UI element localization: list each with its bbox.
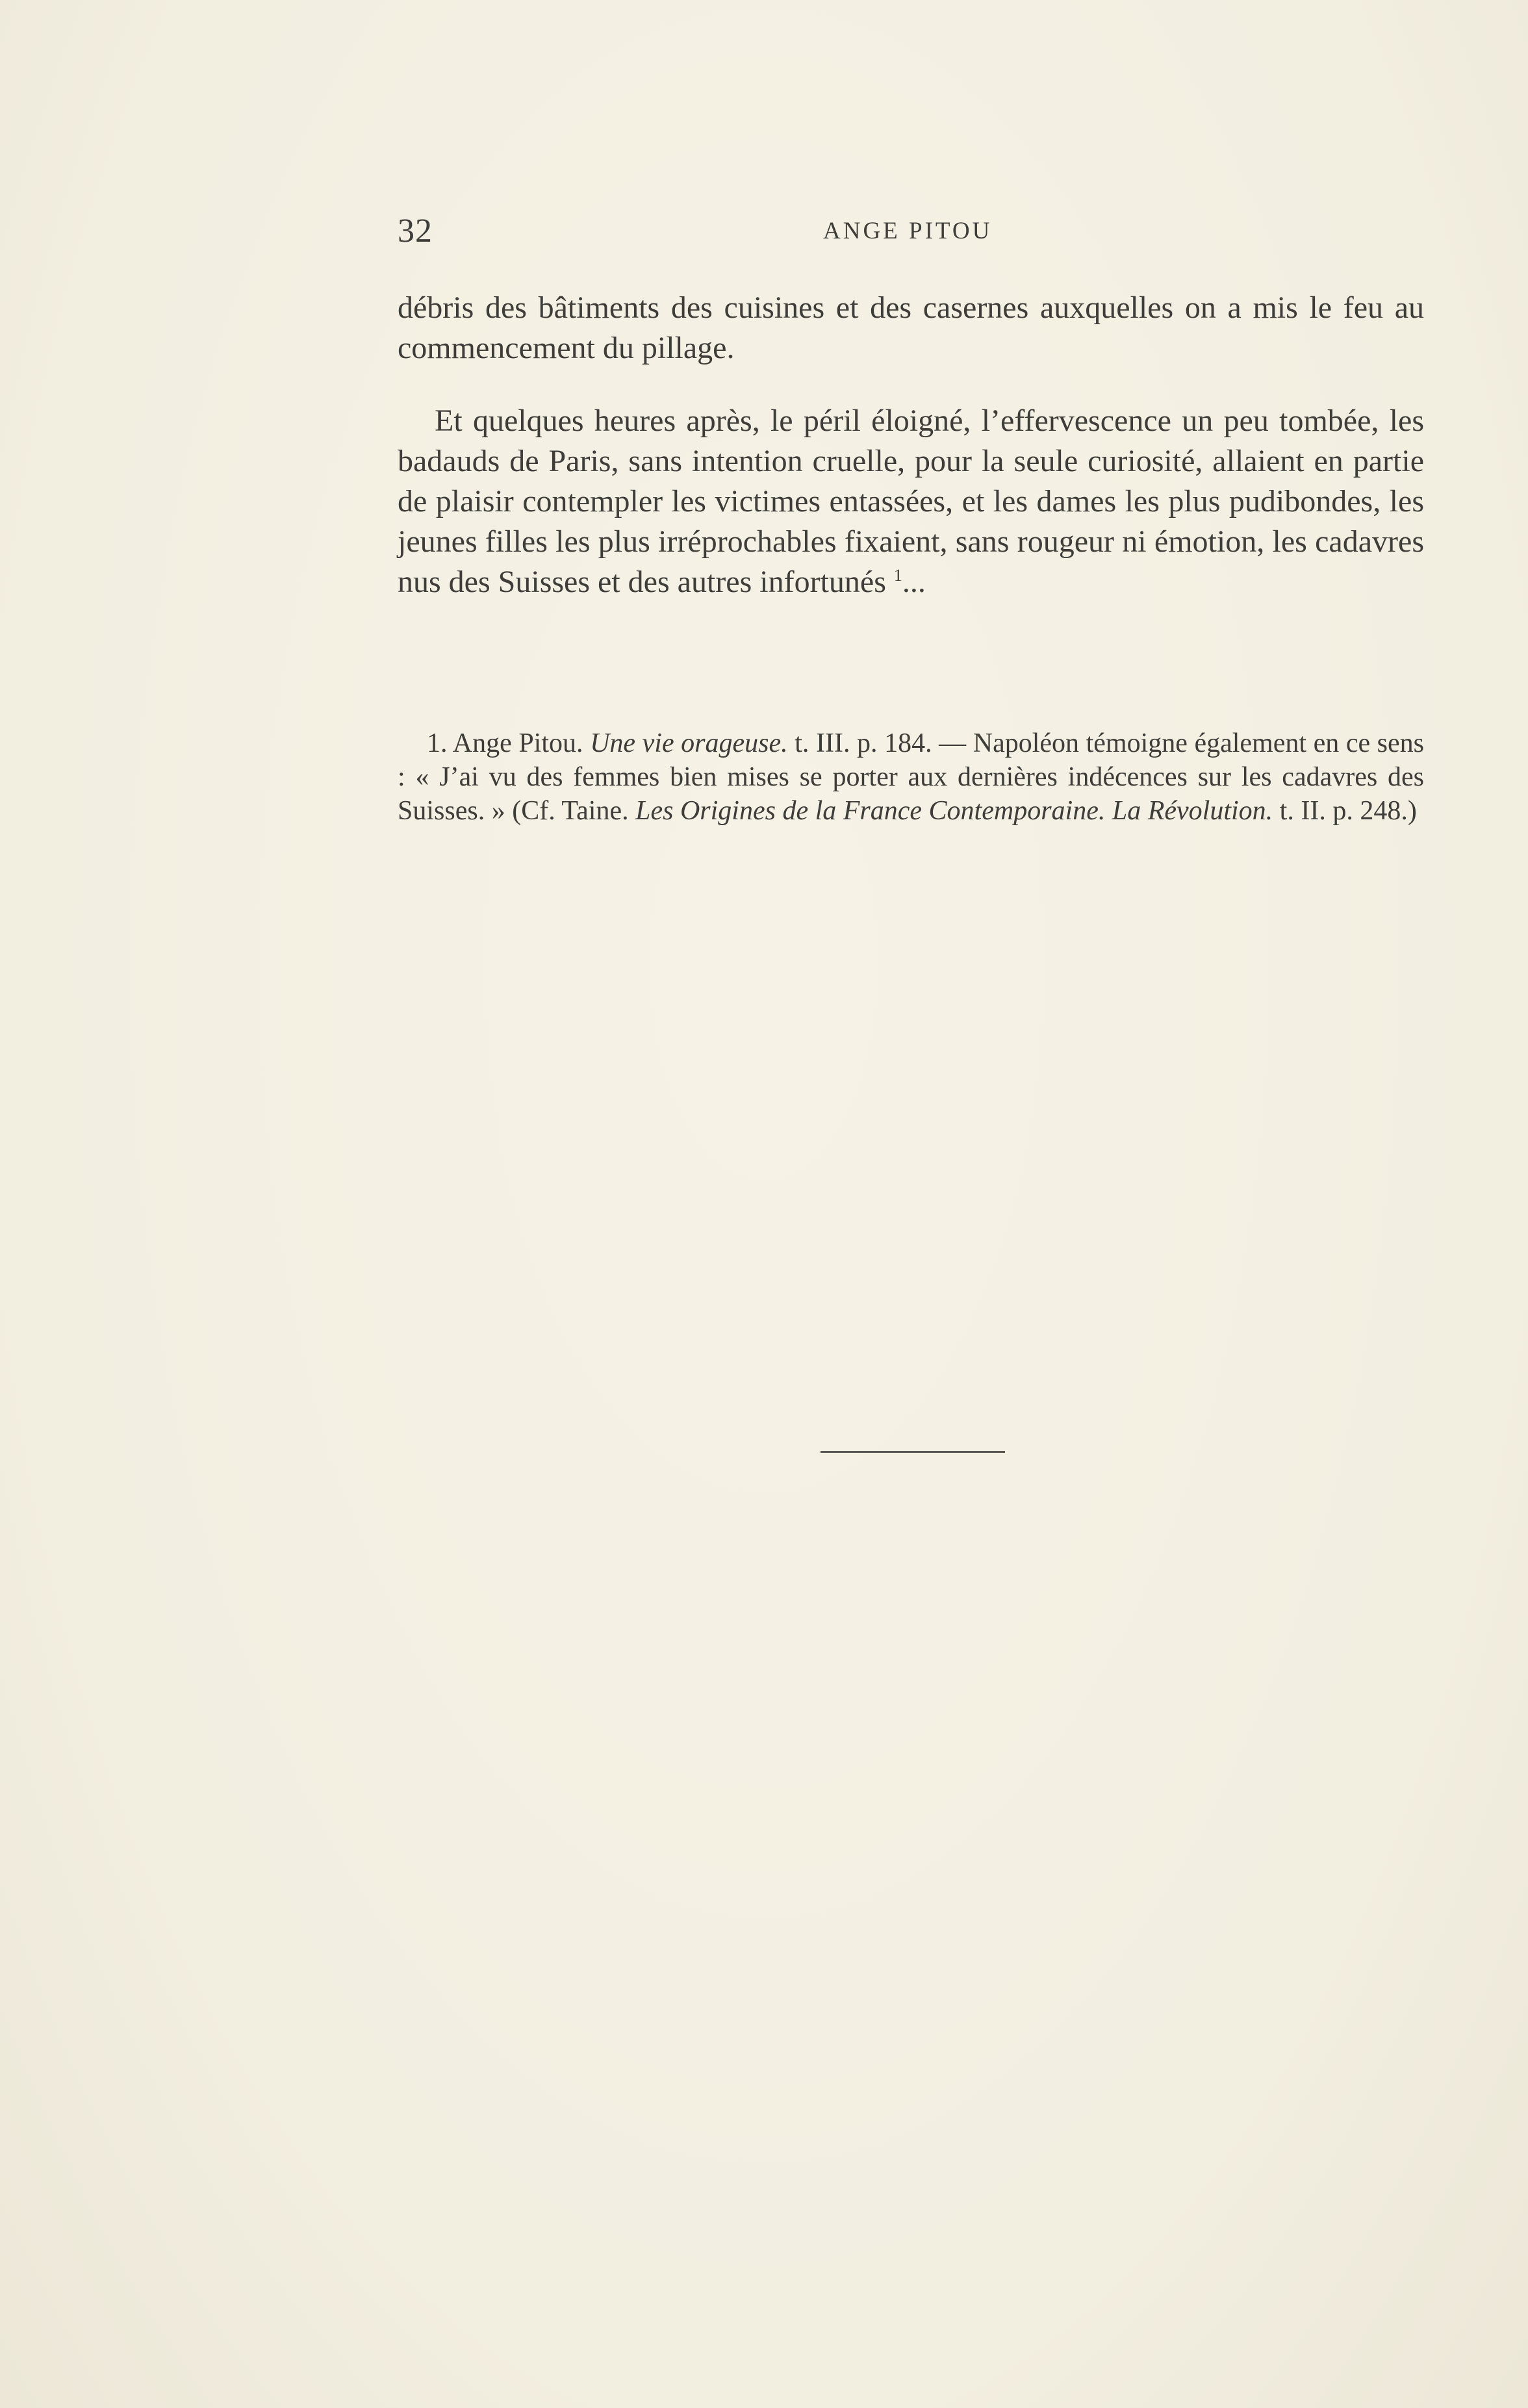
footnote-number: 1. xyxy=(427,728,448,758)
running-title: ANGE PITOU xyxy=(823,218,993,244)
paragraph-2-ellipsis: ... xyxy=(902,565,926,599)
paragraph-2 xyxy=(398,401,1424,602)
footnote-1 xyxy=(398,726,1424,828)
footnote-reference: 1 xyxy=(893,566,902,585)
footnote-author: Ange Pitou. xyxy=(452,728,583,758)
section-rule xyxy=(821,1451,1005,1453)
paragraph-1: débris des bâtiments des cuisines et des casernes auxquelles on a mis le feu au commencement du pillage. xyxy=(398,290,1424,365)
body-text xyxy=(398,288,1424,602)
footnote-title-2: Les Origines de la France Contemporaine. La Révolution. xyxy=(635,796,1273,826)
page-header xyxy=(398,208,1424,260)
footnote-title: Une vie orageuse. xyxy=(590,728,788,758)
paragraph-2-text: Et quelques heures après, le péril éloigné, l’effervescence un peu tombée, les badauds de Paris, sans intention cruelle, pour la seule curiosité, allaient en partie de plaisir contempler les victimes entassées, et les dames les plus pudibondes, les jeunes filles les plus irréprochables fixaient, sans rougeur ni émotion, les cadavres nus des Suisses et des autres infortunés xyxy=(398,403,1424,599)
footnote-reference-text: t. III. p. 184. — Napoléon témoigne également en ce sens : « J’ai vu des femmes bien mises se porter aux dernières indécences sur les cadavres des Suisses. » (Cf. Taine. xyxy=(398,728,1425,826)
footnotes xyxy=(398,726,1424,828)
footnote-reference-text-2: t. II. p. 248.) xyxy=(1279,796,1417,826)
page-number: 32 xyxy=(398,212,433,250)
